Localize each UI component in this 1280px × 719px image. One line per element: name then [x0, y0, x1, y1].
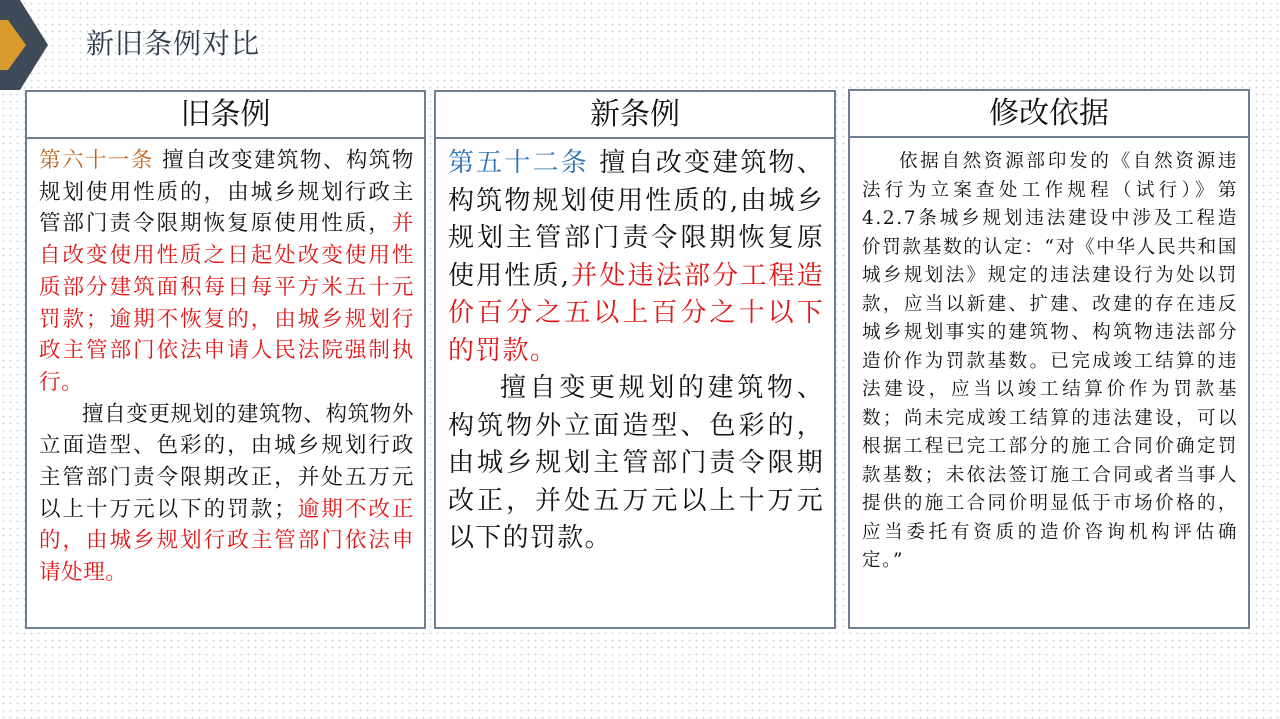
old-paragraph-1-text: 擅自改变建筑物、构筑物规划使用性质的，由城乡规划行政主管部门责令限期恢复原使用性质，	[39, 148, 414, 237]
corner-chevron-decoration	[0, 0, 60, 90]
new-paragraph-1-text: 擅自改变建筑物、构筑物规划使用性质的,由城乡规划主管部门责令限期恢复原使用性质,	[448, 148, 824, 291]
old-paragraph-2-highlight: 逾期不改正的，由城乡规划行政主管部门依法申请处理。	[39, 496, 414, 586]
new-regulation-heading: 新条例	[436, 92, 834, 139]
new-paragraph-2: 擅自变更规划的建筑物、构筑物外立面造型、色彩的，由城乡规划主管部门责令限期改正，并处五万元以上十万元以下的罚款。	[448, 373, 824, 553]
new-regulation-body	[436, 139, 834, 558]
old-paragraph-1-highlight: 并自改变使用性质之日起处改变使用性质部分建筑面积每日每平方米五十元罚款；逾期不恢复的，由城乡规划行政主管部门依法申请人民法院强制执行。	[39, 211, 414, 395]
new-paragraph-1-highlight: 并处违法部分工程造价百分之五以上百分之十以下的罚款。	[448, 260, 825, 366]
old-paragraph-2	[39, 399, 414, 589]
new-article-number: 第五十二条	[448, 148, 589, 178]
revision-basis-body	[850, 138, 1248, 576]
old-paragraph-2-text: 擅自变更规划的建筑物、构筑物外立面造型、色彩的，由城乡规划行政主管部门责令限期改正，并处五万元以上十万元以下的罚款；	[39, 401, 414, 522]
revision-basis-panel	[848, 89, 1250, 629]
page-title: 新旧条例对比	[86, 27, 261, 60]
old-paragraph-1	[39, 145, 414, 399]
old-regulation-panel	[25, 90, 426, 629]
new-regulation-panel	[434, 90, 836, 629]
new-paragraph-1	[448, 145, 824, 370]
old-regulation-body	[27, 139, 424, 589]
old-regulation-heading: 旧条例	[27, 92, 424, 139]
revision-basis-heading: 修改依据	[850, 91, 1248, 138]
revision-basis-text: 依据自然资源部印发的《自然资源违法行为立案查处工作规程（试行）》第4.2.7条城乡规划违法建设中涉及工程造价罚款基数的认定：“对《中华人民共和国城乡规划法》规定的违法建设行为处以罚款，应当以新建、扩建、改建的存在违反城乡规划事实的建筑物、构筑物违法部分造价作为罚款基数。已完成竣工结算的违法建设，应当以竣工结算价作为罚款基数；尚未完成竣工结算的违法建设，可以根据工程已完工部分的施工合同价确定罚款基数；未依法签订施工合同或者当事人提供的施工合同价明显低于市场价格的，应当委托有资质的造价咨询机构评估确定。”	[862, 151, 1238, 571]
old-article-number: 第六十一条	[39, 148, 154, 173]
